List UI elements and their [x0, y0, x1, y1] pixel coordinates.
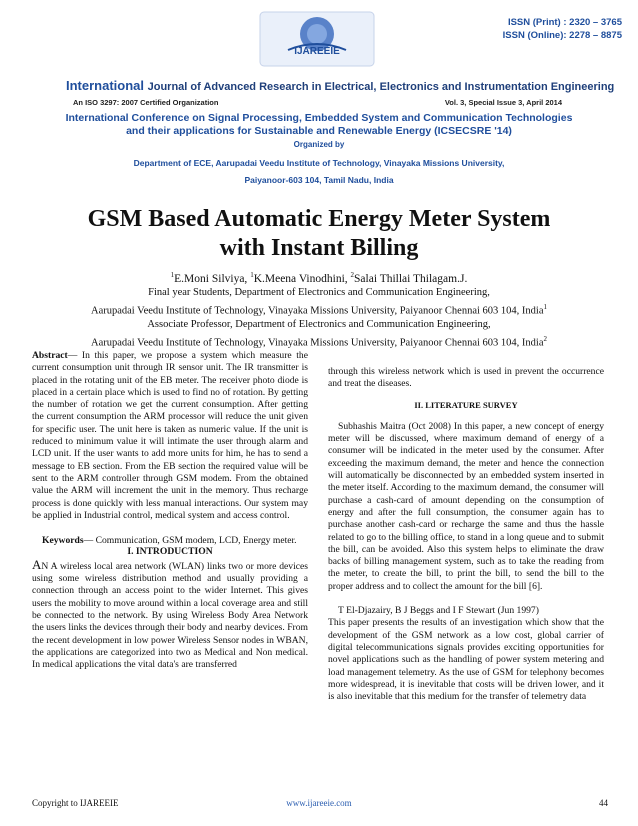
- author-block: [20, 268, 618, 351]
- conference-line-1: International Conference on Signal Processing, Embedded System and Communication Technologies: [65, 112, 573, 124]
- title-line-2: with Instant Billing: [219, 235, 419, 261]
- keywords-label: Keywords: [42, 535, 84, 547]
- journal-word-8: Engineering: [550, 81, 615, 93]
- journal-logo: [258, 10, 376, 68]
- affiliation-3: Associate Professor, Department of Electronics and Communication Engineering,: [147, 319, 491, 331]
- page-number: 44: [599, 798, 608, 808]
- journal-word-3: Advanced: [203, 81, 260, 93]
- journal-word-4: Research in: [259, 81, 325, 93]
- keywords-text: — Communication, GSM modem, LCD, Energy meter.: [83, 535, 297, 547]
- author-names: [20, 268, 618, 286]
- author-2-sup: 1: [250, 271, 254, 279]
- journal-logo-graphic: [258, 10, 376, 68]
- abstract: [32, 350, 308, 522]
- journal-name: [66, 78, 615, 93]
- footer-copyright: Copyright to IJAREEIE: [32, 798, 119, 808]
- dept-line-1: Department of ECE, Aarupadai Veedu Institute of Technology, Vinayaka Missions University,: [133, 158, 505, 168]
- literature-para-2: This paper presents the results of an investigation which show that the development of the GSM network as a low cost, global carrier of digital telecommunications signals provides exciting opportunities for novel applications such as the handling of power system metering and load management telemetry. As the use of GSM for telephony becomes more widespread, it is inevitable that costs will be driven lower, and it is also inevitable that this medium for the transfer of telemetry data: [328, 617, 604, 703]
- conference-line-2: and their applications for Sustainable and Renewable Energy (ICSECSRE '14): [126, 125, 512, 137]
- footer-website-link[interactable]: www.ijareeie.com: [286, 798, 352, 808]
- intro-continuation: through this wireless network which is used in prevent the occurrence and treat the diseases.: [328, 366, 604, 390]
- title-line-1: GSM Based Automatic Energy Meter System: [87, 206, 551, 232]
- introduction-text: [32, 556, 308, 672]
- author-3-sup: 2: [350, 271, 355, 279]
- intro-dropcap: A: [32, 556, 42, 572]
- volume-info: Vol. 3, Special Issue 3, April 2014: [444, 98, 562, 107]
- issn-online: ISSN (Online): 2278 – 8875: [502, 30, 622, 41]
- left-column: [32, 350, 308, 671]
- abstract-text: — In this paper, we propose a system which measure the current consumption unit through IR sensor unit. The IR transmitter is placed in the rotating unit of the EB meter. The receiver photo diode is placed in a certain place which is used to find no of rotation. By getting the number of rotation we get the current consumption. After getting the current consumption the ARM processor will reduce the unit given for specific user. The unit here is taken as numeric value. If the unit is reduced to minimum value it will intimate the user through alarm and LCD unit. If the user wants to add more units for him, he has to send a message to EB section. From the EB section the required value will be sent to the ARM controller through GSM modem. From the obtained value the ARM will increment the unit in the memory. Thus recharge process is done quickly with less manual interactions. Our system may be applied in Industrial control, medical system and access control.: [32, 350, 308, 521]
- journal-word-2: Journal of: [147, 81, 204, 93]
- journal-word-5: Electrical,: [324, 81, 380, 93]
- affiliation-4-text: Aarupadai Veedu Institute of Technology, Vinayaka Missions University, Paiyanoor Chennai 603 104, India: [91, 337, 544, 349]
- affiliation-4-sup: 2: [543, 335, 547, 344]
- issn-block: [422, 16, 622, 42]
- issn-print: ISSN (Print) : 2320 – 3765: [507, 17, 622, 28]
- affiliation-2: [20, 300, 618, 319]
- affiliation-4: [20, 332, 618, 351]
- affiliation-2-sup: 1: [543, 302, 547, 311]
- abstract-label: Abstract: [32, 350, 68, 361]
- organizer-department: [40, 155, 598, 189]
- literature-para-2-head: T El-Djazairy, B J Beggs and I F Stewart (Jun 1997): [338, 605, 539, 617]
- author-1: E.Moni Silviya,: [174, 272, 251, 285]
- affiliation-2-text: Aarupadai Veedu Institute of Technology, Vinayaka Missions University, Paiyanoor Chennai 603 104, India: [91, 305, 544, 317]
- paper-title: [40, 205, 598, 263]
- author-1-sup: 1: [170, 271, 175, 279]
- author-3: Salai Thillai Thilagam.J.: [354, 272, 468, 285]
- journal-word-1: International: [66, 78, 148, 93]
- organized-by: Organized by: [293, 140, 345, 149]
- affiliation-1: Final year Students, Department of Electronics and Communication Engineering,: [148, 286, 490, 298]
- journal-word-7: Instrumentation: [464, 81, 551, 93]
- certification: An ISO 3297: 2007 Certified Organization: [73, 98, 219, 107]
- journal-word-6: Electronics and: [379, 81, 465, 93]
- author-2: K.Meena Vinodhini,: [253, 272, 351, 285]
- dept-line-2: Paiyanoor-603 104, Tamil Nadu, India: [244, 175, 394, 185]
- literature-para-1: Subhashis Maitra (Oct 2008) In this paper, a new concept of energy meter will be discussed, where maximum demand of energy of a consumer will be indicated in the meter used by the consumer. After exceeding the maximum demand, the meter and hence the connection will automatically be disconnected by an embedded system inserted in the meter itself. According to the maximum demand, the consumer will purchase a cash-card of amount depending on the consumption of energy and after the full consumption, the consumer again has to purchase another cash-card or recharge the same and thus the hassle related to go to the billing office, to stand in a long queue and to submit the bill, can be avoided. Also this system helps to eliminate the draw backs of billing management system, such as to take the reading from the meter, to create the bill, to print the bill, to send the bill to the proper address and to collect the amount for the bill [6].: [328, 420, 604, 592]
- right-column: [328, 366, 604, 703]
- intro-body: N A wireless local area network (WLAN) links two or more devices using some wireless distribution method and usually providing a connection through an access point to the wider Internet. This gives users the mobility to move around within a local coverage area and still be connected to the network. By using Wireless Body Area Network the users links the devices through their body and nearby devices. From the recent development in low power Wireless Sensor nodes in WBAN, the applications are categorized into two as Medical and Non medical. In medical applications the vital data's are transferred: [32, 560, 308, 671]
- introduction-heading: I. INTRODUCTION: [127, 546, 213, 558]
- conference-title: [20, 112, 618, 138]
- literature-survey-heading: II. LITERATURE SURVEY: [414, 399, 518, 410]
- logo-text: IJAREEIE: [294, 46, 340, 57]
